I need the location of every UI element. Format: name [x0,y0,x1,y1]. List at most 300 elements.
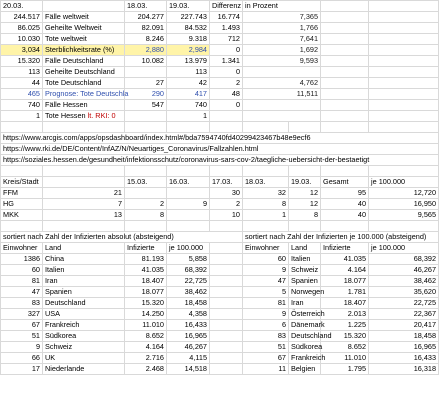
header-cell[interactable]: Einwohner [1,243,43,254]
empty-cell[interactable] [369,67,439,78]
value-cell[interactable]: 113 [167,67,210,78]
header-cell[interactable]: Kreis/Stadt [1,177,43,188]
value-cell[interactable]: 9 [167,199,210,210]
value-cell[interactable]: 46,267 [167,342,210,353]
spacer-row [1,221,439,232]
empty-cell[interactable] [210,364,243,375]
value-cell[interactable]: 1,766 [243,23,321,34]
value-cell[interactable]: 22,367 [369,309,439,320]
value-cell[interactable]: 0 [210,100,243,111]
value-cell[interactable]: 0 [210,67,243,78]
value-cell[interactable]: 8 [289,210,321,221]
empty-cell[interactable] [210,331,243,342]
value-cell[interactable]: 51 [1,331,43,342]
value-cell[interactable]: 1.225 [321,320,369,331]
empty-cell[interactable] [1,166,43,177]
value-cell[interactable] [210,111,243,122]
empty-cell[interactable] [369,12,439,23]
header-row [1,243,439,254]
header-cell[interactable] [210,243,243,254]
empty-cell[interactable] [210,166,243,177]
value-cell[interactable]: 14.250 [125,309,167,320]
country-row [1,320,439,331]
empty-cell[interactable] [210,298,243,309]
value-cell[interactable]: 18.407 [321,298,369,309]
value-cell[interactable]: 1.795 [321,364,369,375]
value-cell[interactable]: 16,950 [369,199,439,210]
value-cell[interactable]: 22,725 [369,298,439,309]
header-cell[interactable]: je 100.000 [167,243,210,254]
value-cell[interactable]: 547 [125,100,167,111]
empty-cell[interactable] [369,56,439,67]
empty-cell[interactable] [321,1,369,12]
header-cell[interactable]: je 100.000 [369,243,439,254]
value-cell[interactable]: 290 [125,89,167,100]
value-cell[interactable]: 1.781 [321,287,369,298]
title-row [1,232,439,243]
empty-cell[interactable] [210,320,243,331]
value-cell[interactable]: 1.341 [210,56,243,67]
link-cell[interactable]: https://soziales.hessen.de/gesundheit/infektionsschutz/coronavirus-sars-cov-2/taegliche-uebersicht-der-bestaetigt [1,155,439,166]
value-cell[interactable]: 15.320 [125,298,167,309]
value-cell[interactable]: 60 [243,254,289,265]
value-cell[interactable]: 42 [167,78,210,89]
value-cell[interactable]: 4,115 [167,353,210,364]
header-cell[interactable]: Differenz [210,1,243,12]
value-cell[interactable]: 38,462 [369,276,439,287]
empty-cell[interactable] [321,111,369,122]
value-cell[interactable] [167,210,210,221]
header-cell[interactable]: 19.03. [167,1,210,12]
value-cell[interactable]: Norwegen [289,287,321,298]
header-cell[interactable]: Gesamt [321,177,369,188]
value-cell[interactable]: 8.246 [125,34,167,45]
value-cell[interactable]: 9,593 [243,56,321,67]
empty-cell[interactable] [321,78,369,89]
value-cell[interactable] [125,111,167,122]
value-cell[interactable]: 1 [243,210,289,221]
empty-cell[interactable] [1,221,43,232]
value-cell[interactable]: 2 [210,78,243,89]
country-row [1,331,439,342]
empty-cell[interactable] [321,67,369,78]
label-cell[interactable] [43,111,125,122]
value-cell[interactable]: Schweiz [43,342,125,353]
stats-row [1,67,439,78]
value-cell[interactable]: 0 [210,45,243,56]
value-cell[interactable]: 227.743 [167,12,210,23]
value-cell[interactable]: 30 [210,188,243,199]
value-cell[interactable]: 11,511 [243,89,321,100]
value-cell[interactable]: 12 [289,188,321,199]
empty-cell[interactable] [210,309,243,320]
section-title[interactable]: sortiert nach Zahl der Infizierten absolut (absteigend) [1,232,243,243]
link-row [1,155,439,166]
value-cell[interactable]: HG [1,199,43,210]
value-cell[interactable]: 1 [1,111,43,122]
empty-cell[interactable] [369,34,439,45]
empty-cell[interactable] [321,89,369,100]
value-cell[interactable]: 9 [1,342,43,353]
value-cell[interactable] [243,100,321,111]
header-cell[interactable] [43,177,125,188]
empty-cell[interactable] [125,166,167,177]
header-cell[interactable]: 19.03. [289,177,321,188]
empty-cell[interactable] [43,166,125,177]
label-cell[interactable]: Tote weltweit [43,34,125,45]
value-cell[interactable]: 13.979 [167,56,210,67]
value-cell[interactable]: 86.025 [1,23,43,34]
empty-cell[interactable] [321,100,369,111]
label-cell[interactable]: Fälle Hessen [43,100,125,111]
value-cell[interactable]: 81 [1,276,43,287]
value-cell[interactable]: 95 [321,188,369,199]
header-cell[interactable]: Infizierte [321,243,369,254]
value-cell[interactable]: 244.517 [1,12,43,23]
country-row [1,254,439,265]
value-cell[interactable]: 1386 [1,254,43,265]
value-cell[interactable]: 7,365 [243,12,321,23]
value-cell[interactable]: Südkorea [289,342,321,353]
value-cell[interactable]: Südkorea [43,331,125,342]
value-cell[interactable]: 44 [1,78,43,89]
value-cell[interactable]: Spanien [43,287,125,298]
value-cell[interactable]: 38,462 [167,287,210,298]
value-cell[interactable]: 712 [210,34,243,45]
empty-cell[interactable] [369,78,439,89]
value-cell[interactable]: 20,417 [369,320,439,331]
stats-row [1,89,439,100]
value-cell[interactable]: 12 [289,199,321,210]
stats-row [1,12,439,23]
country-row [1,265,439,276]
value-cell[interactable]: 83 [243,331,289,342]
value-cell[interactable]: Spanien [289,276,321,287]
empty-cell[interactable] [210,122,243,133]
value-cell[interactable]: 15.320 [1,56,43,67]
value-cell[interactable] [243,111,321,122]
empty-cell[interactable] [210,342,243,353]
header-row [1,1,439,12]
empty-cell[interactable] [125,122,167,133]
value-cell[interactable]: 9 [243,265,289,276]
stats-row [1,78,439,89]
value-cell[interactable]: 2.716 [125,353,167,364]
value-cell[interactable]: 10 [210,210,243,221]
value-cell[interactable]: 2 [210,199,243,210]
stats-row [1,34,439,45]
value-cell[interactable]: Niederlande [43,364,125,375]
empty-cell[interactable] [210,353,243,364]
value-cell[interactable]: 35,620 [369,287,439,298]
value-cell[interactable]: 13 [43,210,125,221]
country-row [1,364,439,375]
value-cell[interactable]: Dänemark [289,320,321,331]
value-cell[interactable]: 2,984 [167,45,210,56]
value-cell[interactable]: FFM [1,188,43,199]
value-cell[interactable]: China [43,254,125,265]
value-cell[interactable]: 81 [243,298,289,309]
district-row [1,199,439,210]
value-cell[interactable]: 5,858 [167,254,210,265]
value-cell[interactable]: Belgien [289,364,321,375]
value-cell[interactable]: 11.010 [321,353,369,364]
link-row [1,133,439,144]
empty-cell[interactable] [369,100,439,111]
stats-row [1,111,439,122]
value-cell[interactable]: 8.652 [125,331,167,342]
empty-cell[interactable] [1,122,43,133]
value-cell[interactable]: 40 [321,210,369,221]
stats-row [1,56,439,67]
value-cell[interactable]: 2.468 [125,364,167,375]
value-cell[interactable]: 15.320 [321,331,369,342]
empty-cell[interactable] [210,265,243,276]
empty-cell[interactable] [369,89,439,100]
value-cell[interactable]: 40 [321,199,369,210]
empty-cell[interactable] [167,166,210,177]
empty-cell[interactable] [369,166,439,177]
value-cell[interactable]: 83 [1,298,43,309]
value-cell[interactable]: 327 [1,309,43,320]
value-cell[interactable]: 740 [1,100,43,111]
value-cell[interactable]: 10.030 [1,34,43,45]
value-cell[interactable]: 68,392 [369,254,439,265]
value-cell[interactable]: 47 [243,276,289,287]
country-row [1,353,439,364]
value-cell[interactable]: 2 [125,199,167,210]
header-cell[interactable]: Einwohner [243,243,289,254]
value-cell[interactable]: 16.774 [210,12,243,23]
value-cell[interactable] [167,188,210,199]
value-cell[interactable]: 2,880 [125,45,167,56]
value-cell[interactable]: 7,641 [243,34,321,45]
value-cell[interactable]: 10.082 [125,56,167,67]
empty-cell[interactable] [321,166,369,177]
value-cell[interactable]: 22,725 [167,276,210,287]
label-cell[interactable]: Geheilte Deutschland [43,67,125,78]
header-row [1,177,439,188]
value-cell[interactable]: 11.010 [125,320,167,331]
value-cell[interactable]: 48 [210,89,243,100]
empty-cell[interactable] [369,122,439,133]
country-row [1,298,439,309]
value-cell[interactable]: 84.532 [167,23,210,34]
empty-cell[interactable] [167,122,210,133]
empty-cell[interactable] [289,166,321,177]
district-row [1,188,439,199]
empty-cell[interactable] [369,221,439,232]
value-cell[interactable]: 1.493 [210,23,243,34]
value-cell[interactable]: 67 [1,320,43,331]
value-cell[interactable]: 7 [43,199,125,210]
header-cell[interactable]: Land [43,243,125,254]
value-cell[interactable]: 16,965 [369,342,439,353]
value-cell[interactable]: Deutschland [289,331,321,342]
value-cell[interactable]: UK [43,353,125,364]
empty-cell[interactable] [243,122,289,133]
value-cell[interactable]: USA [43,309,125,320]
value-cell[interactable]: 17 [1,364,43,375]
header-cell[interactable]: 15.03. [125,177,167,188]
empty-cell[interactable] [321,23,369,34]
value-cell[interactable]: 12,720 [369,188,439,199]
value-cell[interactable]: 4.164 [321,265,369,276]
value-cell[interactable]: 18.077 [125,287,167,298]
country-row [1,287,439,298]
value-cell[interactable]: 8 [125,210,167,221]
link-cell[interactable]: https://www.rki.de/DE/Content/InfAZ/N/Neuartiges_Coronavirus/Fallzahlen.html [1,144,439,155]
empty-cell[interactable] [43,221,125,232]
empty-cell[interactable] [243,166,289,177]
value-cell[interactable]: 60 [1,265,43,276]
value-cell[interactable]: 68,392 [167,265,210,276]
value-cell[interactable]: 81.193 [125,254,167,265]
value-cell[interactable]: 3,034 [1,45,43,56]
spacer-row [1,122,439,133]
empty-cell[interactable] [321,12,369,23]
value-cell[interactable]: 27 [125,78,167,89]
empty-cell[interactable] [243,221,289,232]
value-cell[interactable]: 41.035 [125,265,167,276]
value-cell[interactable]: 18,458 [167,298,210,309]
empty-cell[interactable] [43,122,125,133]
label-cell[interactable]: Fälle Deutschland [43,56,125,67]
value-cell[interactable]: 11 [243,364,289,375]
header-cell[interactable] [43,1,125,12]
value-cell[interactable]: Deutschland [43,298,125,309]
value-cell[interactable]: 41.035 [321,254,369,265]
value-cell[interactable]: 4,762 [243,78,321,89]
empty-cell[interactable] [289,122,321,133]
value-cell[interactable]: Iran [289,298,321,309]
value-cell[interactable]: 18.407 [125,276,167,287]
value-cell[interactable]: 9.318 [167,34,210,45]
note-text: lt. RKI: 0 [87,111,116,120]
value-cell[interactable]: 8.652 [321,342,369,353]
empty-cell[interactable] [321,122,369,133]
value-cell[interactable]: Österreich [289,309,321,320]
stats-row [1,45,439,56]
value-cell[interactable]: 47 [1,287,43,298]
value-cell[interactable]: 16,965 [167,331,210,342]
value-cell[interactable]: MKK [1,210,43,221]
empty-cell[interactable] [369,45,439,56]
value-cell[interactable]: Schweiz [289,265,321,276]
value-cell[interactable] [243,67,321,78]
header-cell[interactable]: 18.03. [125,1,167,12]
district-row [1,210,439,221]
value-cell[interactable]: 4.164 [125,342,167,353]
value-cell[interactable]: 1,692 [243,45,321,56]
value-cell[interactable]: 14,518 [167,364,210,375]
label-text: Tote Hessen [45,111,88,120]
country-row [1,342,439,353]
label-cell[interactable]: Geheilte Weltweit [43,23,125,34]
empty-cell[interactable] [321,45,369,56]
value-cell[interactable]: 67 [243,353,289,364]
label-cell[interactable]: Prognose: Tote Deutschla [43,89,125,100]
stats-row [1,23,439,34]
value-cell[interactable]: 16,433 [167,320,210,331]
value-cell[interactable]: 46,267 [369,265,439,276]
section-title[interactable]: sortiert nach Zahl der Infizierten je 100.000 (absteigend) [243,232,439,243]
value-cell[interactable]: 18,458 [369,331,439,342]
header-cell[interactable]: 20.03. [1,1,43,12]
value-cell[interactable]: 2.013 [321,309,369,320]
value-cell[interactable]: 18.077 [321,276,369,287]
empty-cell[interactable] [321,34,369,45]
empty-cell[interactable] [289,221,321,232]
empty-cell[interactable] [321,221,369,232]
empty-cell[interactable] [210,287,243,298]
spacer-row [1,166,439,177]
value-cell[interactable]: 4,358 [167,309,210,320]
value-cell[interactable]: 417 [167,89,210,100]
empty-cell[interactable] [210,254,243,265]
value-cell[interactable]: Frankreich [289,353,321,364]
empty-cell[interactable] [210,221,243,232]
header-cell[interactable]: Infizierte [125,243,167,254]
value-cell[interactable]: 113 [1,67,43,78]
header-cell[interactable]: 16.03. [167,177,210,188]
value-cell[interactable]: 9 [243,309,289,320]
header-cell[interactable]: 18.03. [243,177,289,188]
empty-cell[interactable] [125,221,167,232]
value-cell[interactable]: 204.277 [125,12,167,23]
link-cell[interactable]: https://www.arcgis.com/apps/opsdashboard/index.html#/bda7594740fd40299423467b48e9ecf6 [1,133,439,144]
value-cell[interactable]: Italien [43,265,125,276]
header-cell[interactable]: Land [289,243,321,254]
value-cell[interactable]: Iran [43,276,125,287]
value-cell[interactable]: 21 [43,188,125,199]
header-cell[interactable]: 17.03. [210,177,243,188]
country-row [1,276,439,287]
label-cell[interactable]: Tote Deutschland [43,78,125,89]
empty-cell[interactable] [369,1,439,12]
empty-cell[interactable] [321,56,369,67]
value-cell[interactable]: Italien [289,254,321,265]
value-cell[interactable]: 16,318 [369,364,439,375]
link-row [1,144,439,155]
header-cell[interactable]: je 100.000 [369,177,439,188]
value-cell[interactable]: 82.091 [125,23,167,34]
value-cell[interactable]: 9,565 [369,210,439,221]
value-cell[interactable]: 16,433 [369,353,439,364]
country-row [1,309,439,320]
empty-cell[interactable] [369,111,439,122]
value-cell[interactable]: 740 [167,100,210,111]
header-cell[interactable]: in Prozent [243,1,321,12]
empty-cell[interactable] [167,221,210,232]
value-cell[interactable]: 51 [243,342,289,353]
value-cell[interactable]: 5 [243,287,289,298]
value-cell[interactable] [125,188,167,199]
value-cell[interactable]: 8 [243,199,289,210]
value-cell[interactable]: 66 [1,353,43,364]
label-cell[interactable]: Sterblichkeitsrate (%) [43,45,125,56]
empty-cell[interactable] [210,276,243,287]
value-cell[interactable]: 465 [1,89,43,100]
value-cell[interactable] [125,67,167,78]
empty-cell[interactable] [369,23,439,34]
stats-row [1,100,439,111]
value-cell[interactable]: 32 [243,188,289,199]
value-cell[interactable]: 6 [243,320,289,331]
value-cell[interactable]: Frankreich [43,320,125,331]
value-cell[interactable]: 1 [167,111,210,122]
label-cell[interactable]: Fälle weltweit [43,12,125,23]
